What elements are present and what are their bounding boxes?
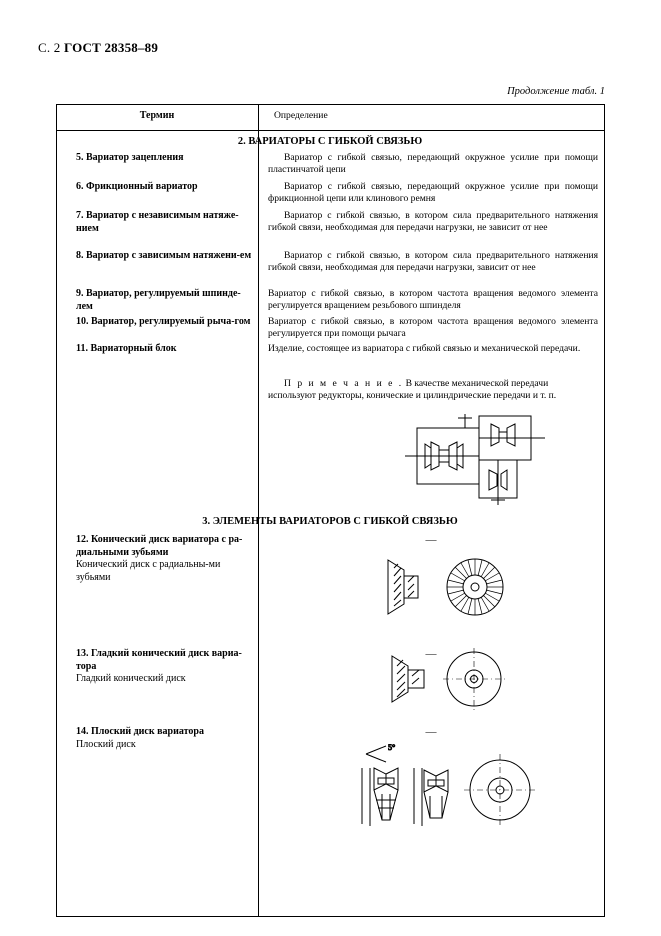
table-top-border bbox=[56, 104, 605, 105]
flat-disc-with-shaft bbox=[352, 738, 542, 828]
term-sublabel: Плоский диск bbox=[76, 738, 136, 750]
table-row bbox=[76, 534, 254, 584]
standard-designation: ГОСТ 28358–89 bbox=[63, 40, 159, 55]
section-title-3: 3. ЭЛЕМЕНТЫ ВАРИАТОРОВ С ГИБКОЙ СВЯЗЬЮ bbox=[202, 516, 458, 527]
term-label: Вариатор зацепления bbox=[86, 152, 184, 163]
table-row bbox=[76, 152, 254, 165]
row-number: 12. bbox=[76, 534, 89, 545]
term-label: Гладкий конический диск вариа-тора bbox=[76, 648, 242, 672]
figure-flat-disc bbox=[352, 738, 542, 828]
term-label: Вариатор с зависимым натяжени-ем bbox=[86, 250, 252, 261]
row-number: 8. bbox=[76, 250, 84, 261]
table-column-divider bbox=[258, 104, 259, 916]
row-number: 10. bbox=[76, 316, 89, 327]
row-number: 7. bbox=[76, 210, 84, 221]
table-left-border bbox=[56, 104, 57, 916]
definition-text: Вариатор с гибкой связью, в котором частота вращения ведомого элемента регулируется вращением резьбового шпинделя bbox=[268, 288, 598, 312]
term-label: Вариаторный блок bbox=[90, 343, 177, 354]
angle-label: 5° bbox=[388, 743, 396, 752]
row-number: 13. bbox=[76, 648, 89, 659]
table-row bbox=[76, 648, 254, 686]
row-number: 9. bbox=[76, 288, 84, 299]
term-label: Вариатор с независимым натяже-нием bbox=[76, 210, 239, 234]
page-header bbox=[38, 40, 158, 56]
term-label: Вариатор, регулируемый шпинде-лем bbox=[76, 288, 241, 312]
table-row bbox=[76, 288, 254, 313]
row-number: 11. bbox=[76, 343, 88, 354]
definition-text: Изделие, состоящее из вариатора с гибкой связью и механической передачи. bbox=[268, 343, 581, 354]
definition-text: Вариатор с гибкой связью, передающий окружное усилие при помощи фрикционной цепи или клинового ремня bbox=[268, 181, 598, 205]
figure-toothed-cone-disc bbox=[370, 556, 520, 618]
definition-text: Вариатор с гибкой связью, в котором сила предварительного натяжения гибкой связи, необходимая для передачи нагрузки, не зависит от нее bbox=[268, 210, 598, 234]
figure-smooth-cone-disc bbox=[378, 648, 518, 710]
table-row bbox=[76, 726, 254, 751]
cone-disc-with-radial-teeth bbox=[370, 556, 520, 618]
definition-dash: — bbox=[425, 726, 437, 738]
section-title-2: 2. ВАРИАТОРЫ С ГИБКОЙ СВЯЗЬЮ bbox=[237, 136, 423, 147]
table-row bbox=[76, 250, 254, 263]
note-text: В качестве механической передачи используют редукторы, конические и цилиндрические передачи и т. п. bbox=[268, 378, 557, 402]
definition-dash: — bbox=[425, 534, 437, 546]
table-row bbox=[76, 316, 254, 329]
figure-variator-block bbox=[405, 408, 545, 508]
term-sublabel: Конический диск с радиальны-ми зубьями bbox=[76, 559, 221, 583]
term-sublabel: Гладкий конический диск bbox=[76, 673, 186, 684]
note-prefix: П р и м е ч а н и е . bbox=[284, 378, 404, 389]
table-header-border bbox=[56, 130, 605, 131]
column-header-definition: Определение bbox=[274, 110, 328, 121]
term-label: Вариатор, регулируемый рыча-гом bbox=[91, 316, 251, 327]
table-bottom-border bbox=[56, 916, 605, 917]
table-right-border bbox=[604, 104, 605, 916]
table-row bbox=[76, 181, 254, 194]
term-label: Конический диск вариатора с ра-диальными зубьями bbox=[76, 534, 243, 558]
row-number: 5. bbox=[76, 152, 84, 163]
column-header-term: Термин bbox=[139, 110, 175, 121]
smooth-cone-disc bbox=[378, 648, 518, 710]
table-row bbox=[76, 343, 254, 356]
term-label: Фрикционный вариатор bbox=[86, 181, 198, 192]
definition-text: Вариатор с гибкой связью, передающий окружное усилие при помощи пластинчатой цепи bbox=[268, 152, 598, 176]
definition-note bbox=[268, 378, 598, 402]
page-number: С. 2 bbox=[38, 40, 61, 55]
row-number: 14. bbox=[76, 726, 89, 737]
definition-dash: — bbox=[425, 648, 437, 660]
term-label: Плоский диск вариатора bbox=[91, 726, 204, 737]
schematic-gearbox-diagram bbox=[405, 408, 545, 508]
definition-text: Вариатор с гибкой связью, в котором сила предварительного натяжения гибкой связи, необходимая для передачи нагрузки, зависит от нее bbox=[268, 250, 598, 274]
continuation-note: Продолжение табл. 1 bbox=[507, 86, 605, 97]
definition-text: Вариатор с гибкой связью, в котором частота вращения ведомого элемента регулируется при помощи рычага bbox=[268, 316, 598, 340]
row-number: 6. bbox=[76, 181, 84, 192]
table-row bbox=[76, 210, 254, 235]
